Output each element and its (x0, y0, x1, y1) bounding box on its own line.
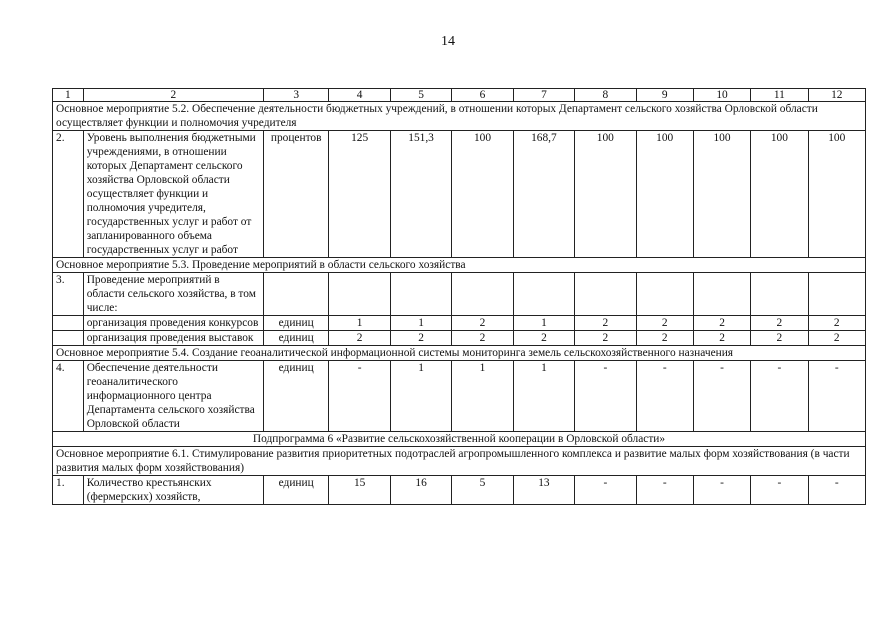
value-cell: 100 (636, 131, 693, 258)
value-cell: 100 (452, 131, 513, 258)
value-cell: - (693, 361, 750, 432)
value-cell: 1 (329, 316, 390, 331)
value-cell (390, 273, 451, 316)
column-header: 8 (575, 89, 636, 102)
indicator-name: Проведение мероприятий в области сельского хозяйства, в том числе: (83, 273, 263, 316)
section-6-1-title: Основное мероприятие 6.1. Стимулирование развития приоритетных подотраслей агропромышленного комплекса и развитие малых форм хозяйствования (в части развития малых форм хозяйствования) (53, 447, 866, 476)
value-cell: 5 (452, 476, 513, 505)
value-cell: 1 (390, 316, 451, 331)
section-row (53, 447, 866, 476)
value-cell: 2 (452, 316, 513, 331)
column-header: 1 (53, 89, 84, 102)
value-cell: 151,3 (390, 131, 451, 258)
value-cell: - (808, 476, 865, 505)
value-cell: 2 (575, 316, 636, 331)
section-5-4-title: Основное мероприятие 5.4. Создание геоаналитической информационной системы мониторинга земель сельскохозяйственного назначения (53, 346, 866, 361)
column-header: 6 (452, 89, 513, 102)
value-cell: - (575, 361, 636, 432)
column-header: 12 (808, 89, 865, 102)
unit-cell: единиц (263, 331, 329, 346)
value-cell: 1 (452, 361, 513, 432)
value-cell (693, 273, 750, 316)
row-number: 2. (53, 131, 84, 258)
section-5-3-title: Основное мероприятие 5.3. Проведение мероприятий в области сельского хозяйства (53, 258, 866, 273)
value-cell: 2 (636, 331, 693, 346)
value-cell: - (636, 476, 693, 505)
table-row (53, 273, 866, 316)
value-cell: 15 (329, 476, 390, 505)
row-number (53, 331, 84, 346)
value-cell: - (329, 361, 390, 432)
column-header: 4 (329, 89, 390, 102)
value-cell: 1 (390, 361, 451, 432)
value-cell: 2 (329, 331, 390, 346)
value-cell: 2 (390, 331, 451, 346)
table-row (53, 476, 866, 505)
row-number (53, 316, 84, 331)
unit-cell: процентов (263, 131, 329, 258)
value-cell (575, 273, 636, 316)
value-cell: 168,7 (513, 131, 574, 258)
indicators-table (52, 88, 866, 505)
column-number-row (53, 89, 866, 102)
value-cell: 16 (390, 476, 451, 505)
column-header: 5 (390, 89, 451, 102)
value-cell (751, 273, 808, 316)
value-cell (452, 273, 513, 316)
value-cell: 125 (329, 131, 390, 258)
value-cell: - (751, 476, 808, 505)
table-row (53, 361, 866, 432)
unit-cell: единиц (263, 476, 329, 505)
row-number: 1. (53, 476, 84, 505)
value-cell: 13 (513, 476, 574, 505)
section-row (53, 102, 866, 131)
value-cell: 2 (693, 331, 750, 346)
column-header: 2 (83, 89, 263, 102)
value-cell: 2 (513, 331, 574, 346)
value-cell: 1 (513, 361, 574, 432)
column-header: 10 (693, 89, 750, 102)
value-cell: 2 (808, 316, 865, 331)
value-cell: 2 (452, 331, 513, 346)
subprogram-6-title: Подпрограмма 6 «Развитие сельскохозяйственной кооперации в Орловской области» (53, 432, 866, 447)
unit-cell: единиц (263, 361, 329, 432)
unit-cell (263, 273, 329, 316)
column-header: 11 (751, 89, 808, 102)
value-cell: - (808, 361, 865, 432)
table-row (53, 331, 866, 346)
row-number: 4. (53, 361, 84, 432)
value-cell: 1 (513, 316, 574, 331)
section-5-2-title: Основное мероприятие 5.2. Обеспечение деятельности бюджетных учреждений, в отношении которых Департамент сельского хозяйства Орловской области осуществляет функции и полномочия учредителя (53, 102, 866, 131)
column-header: 7 (513, 89, 574, 102)
value-cell (636, 273, 693, 316)
indicator-name: организация проведения выставок (83, 331, 263, 346)
value-cell (329, 273, 390, 316)
column-header: 9 (636, 89, 693, 102)
value-cell: - (693, 476, 750, 505)
value-cell: 2 (751, 316, 808, 331)
value-cell: 100 (693, 131, 750, 258)
value-cell: - (636, 361, 693, 432)
unit-cell: единиц (263, 316, 329, 331)
value-cell: 100 (575, 131, 636, 258)
indicator-name: Обеспечение деятельности геоаналитического информационного центра Департамента сельского хозяйства Орловской области (83, 361, 263, 432)
value-cell: 2 (751, 331, 808, 346)
column-header: 3 (263, 89, 329, 102)
value-cell: 100 (808, 131, 865, 258)
indicator-name: Количество крестьянских (фермерских) хозяйств, (83, 476, 263, 505)
value-cell: 2 (808, 331, 865, 346)
row-number: 3. (53, 273, 84, 316)
value-cell: - (751, 361, 808, 432)
indicator-name: Уровень выполнения бюджетными учреждениями, в отношении которых Департамент сельского хозяйства Орловской области осуществляет функции и полномочия учредителя, государственных услуг и работ от запланированного объема государственных услуг и работ (83, 131, 263, 258)
value-cell: 100 (751, 131, 808, 258)
value-cell: - (575, 476, 636, 505)
value-cell (513, 273, 574, 316)
value-cell (808, 273, 865, 316)
section-row (53, 346, 866, 361)
value-cell: 2 (636, 316, 693, 331)
page-number: 14 (441, 34, 455, 49)
indicator-name: организация проведения конкурсов (83, 316, 263, 331)
table-row (53, 131, 866, 258)
section-row (53, 258, 866, 273)
value-cell: 2 (693, 316, 750, 331)
value-cell: 2 (575, 331, 636, 346)
table-row (53, 316, 866, 331)
subprogram-row (53, 432, 866, 447)
